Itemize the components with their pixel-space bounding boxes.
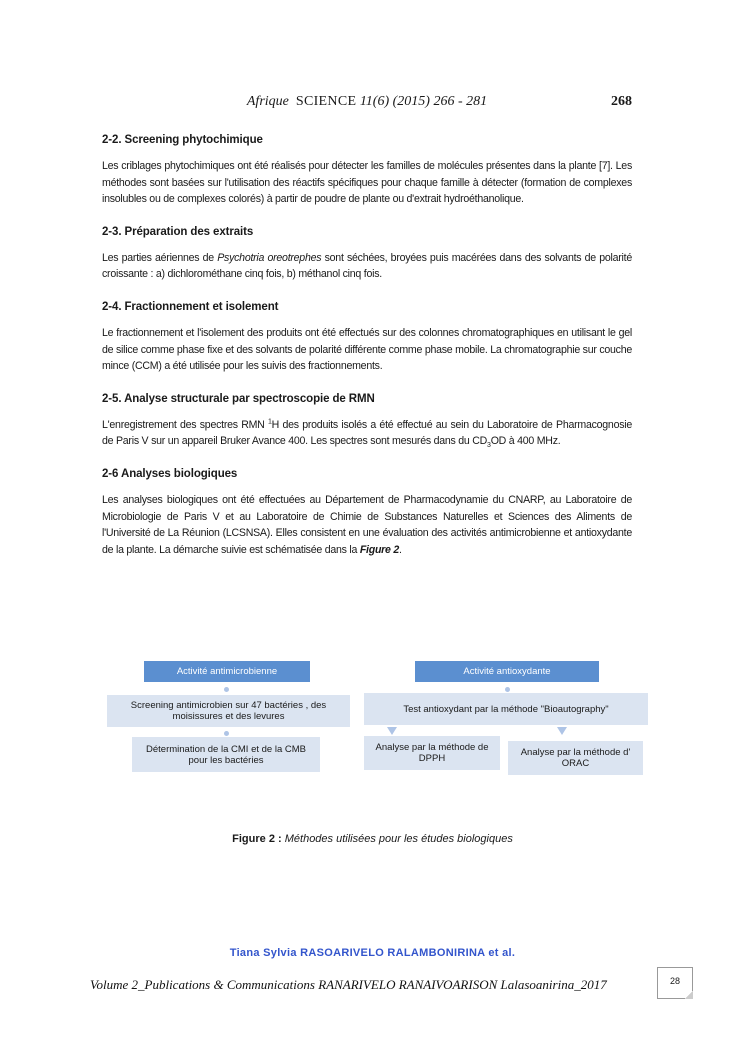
body-text [102,134,632,576]
antioxidant-dpph-box: Analyse par la méthode de DPPH [364,736,500,770]
section-paragraph-2-6 [102,492,632,558]
para-text: sont séchées, broyées puis macérées dans des solvants de polarité croissante : a) dichlorométhane cinq fois, b) méthanol cinq fois. [102,251,632,281]
section-paragraph-2-3 [102,250,632,283]
journal-citation [102,94,632,110]
figure-2-diagram [102,655,652,780]
antioxidant-step1-box: Test antioxydant par la méthode "Bioautography" [364,693,648,725]
journal-issue: 11(6) (2015) 266 - 281 [359,94,488,109]
connector-dot [505,687,510,692]
section-heading-2-2: 2-2. Screening phytochimique [102,134,263,146]
running-header [102,94,632,112]
section-heading-2-3: 2-3. Préparation des extraits [102,225,254,238]
antimicrobial-step1-box: Screening antimicrobien sur 47 bactéries , des moisissures et des levures [107,695,350,727]
authors-line: Tiana Sylvia RASOARIVELO RALAMBONIRINA et al. [229,947,516,959]
para-text: . [399,543,402,556]
antimicrobial-title-box: Activité antimicrobienne [144,661,310,682]
para-text: Les analyses biologiques ont été effectuées au Département de Pharmacodynamie du CNARP, au Laboratoire de Microbiologie de Paris V et au Laboratoire de Chimie de Substances Naturelles et Sciences des Aliments de l'Université de La Réunion (LCSNSA). Elles consistent en une évaluation des activités antimicrobienne et antioxydante de la plante. La démarche suivie est schématisée dans la [102,493,632,556]
section-heading-2-5: 2-5. Analyse structurale par spectroscopie de RMN [102,392,375,405]
section-heading-2-6: 2-6 Analyses biologiques [102,467,238,480]
arrow-down-icon [387,727,397,735]
journal-name: SCIENCE [295,94,357,109]
para-text: OD à 400 MHz. [490,435,561,448]
section-paragraph-2-5 [102,417,632,450]
connector-dot [224,687,229,692]
page-number: 268 [611,94,632,109]
species-name: Psychotria oreotrephes [217,251,322,264]
figure-caption [0,833,745,845]
folio-number: 28 [657,967,693,999]
journal-italic: Afrique [246,94,289,109]
section-paragraph-2-2: Les criblages phytochimiques ont été réalisés pour détecter les familles de molécules présentes dans la plante [7]. Les méthodes sont basées sur l'utilisation des réactifs spécifiques pour chaque famille à détecter (formation de complexes insolubles ou de complexes colorés) à partir de poudre de plante ou d'extrait hydroéthanolique. [102,160,632,206]
figure-reference[interactable]: Figure 2 [359,543,400,556]
subscript: 3 [487,442,491,450]
section-paragraph-2-4: Le fractionnement et l'isolement des produits ont été effectués sur des colonnes chromatographiques en utilisant le gel de silice comme phase fixe et des solvants de polarité différente comme phase mobile. La chromatographie sur couche mince (CCM) a été utilisée pour les suivis des fractionnements. [102,326,632,373]
para-text: H des produits isolés a été effectué au sein du Laboratoire de Pharmacognosie de Paris V sur un appareil Bruker Avance 400. Les spectres sont mesurés dans du CD [102,418,632,448]
superscript: 1 [268,418,272,426]
arrow-down-icon [557,727,567,735]
volume-footer: Volume 2_Publications & Communications RANARIVELO RANAIVOARISON Lalasoanirina_2017 [90,977,607,992]
antioxidant-orac-box: Analyse par la méthode d' ORAC [508,741,643,775]
connector-dot [224,731,229,736]
antioxidant-title-box: Activité antioxydante [415,661,599,682]
antimicrobial-step2-box: Détermination de la CMI et de la CMB pour les bactéries [132,737,320,772]
caption-text: Méthodes utilisées pour les études biologiques [284,833,513,845]
para-text: L'enregistrement des spectres RMN [102,418,269,431]
caption-label: Figure 2 : [232,833,282,845]
para-text: Les parties aériennes de [102,251,218,264]
section-heading-2-4: 2-4. Fractionnement et isolement [102,300,279,313]
